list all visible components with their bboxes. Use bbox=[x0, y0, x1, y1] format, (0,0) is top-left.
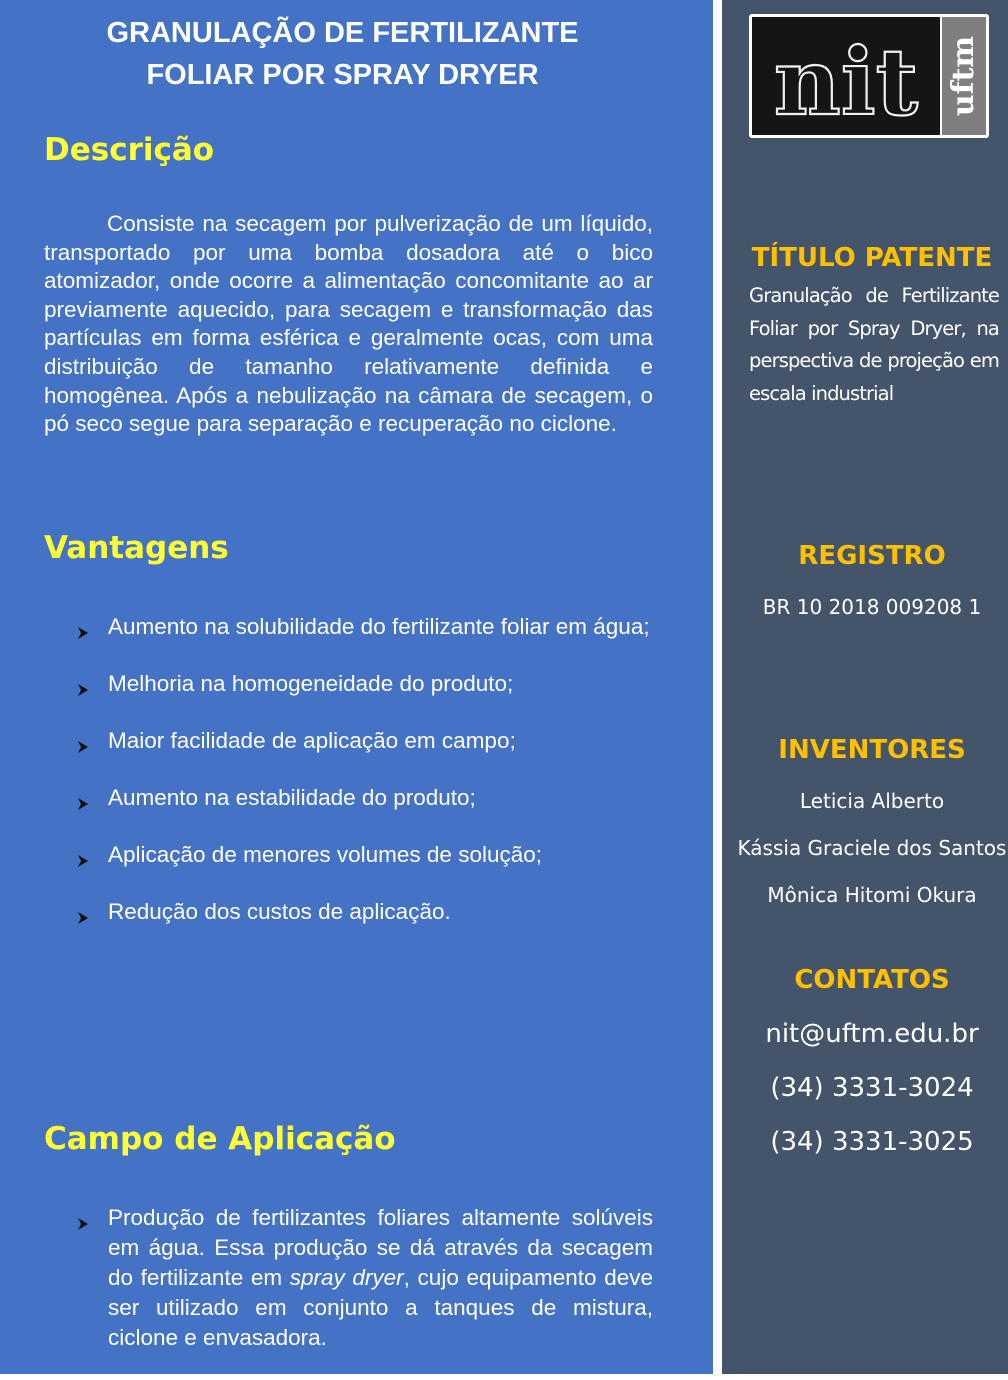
descricao-heading: Descrição bbox=[44, 132, 215, 168]
patente-heading: TÍTULO PATENTE bbox=[751, 243, 993, 273]
patente-text: Granulação de Fertilizante Foliar por Spray Dryer, na perspectiva de projeção em escala industrial bbox=[749, 284, 999, 405]
registro-heading: REGISTRO bbox=[798, 541, 946, 571]
list-item bbox=[76, 669, 653, 699]
logo-side-text: uftm bbox=[946, 35, 981, 117]
contact-phone-2[interactable]: (34) 3331-3025 bbox=[770, 1127, 974, 1157]
list-item-text: Aplicação de menores volumes de solução; bbox=[108, 842, 542, 867]
logo-main-text: nit bbox=[773, 28, 919, 136]
campo-text-italic: spray dryer bbox=[289, 1265, 404, 1290]
contact-phone-1[interactable]: (34) 3331-3024 bbox=[770, 1073, 974, 1103]
page-title-line2: FOLIAR POR SPRAY DRYER bbox=[146, 59, 539, 91]
descricao-body: Consiste na secagem por pulverização de um líquido, transportado por uma bomba dosadora até o bico atomizador, onde ocorre a alimentação concomitante ao ar previamente aquecido, para secagem e transformação das partículas em forma esférica e geralmente ocas, com uma distribuição de tamanho relativamente definida e homogênea. Após a nebulização na câmara de secagem, o pó seco segue para separação e recuperação no ciclone. bbox=[44, 211, 653, 437]
inventor-name: Leticia Alberto bbox=[799, 789, 945, 813]
page-title bbox=[30, 12, 655, 96]
inventores-heading: INVENTORES bbox=[778, 735, 966, 765]
vantagens-list bbox=[76, 612, 653, 954]
page-title-line1: GRANULAÇÃO DE FERTILIZANTE bbox=[106, 17, 579, 49]
list-item-text: Aumento na estabilidade do produto; bbox=[108, 785, 476, 810]
campo-text-part1: Produção de fertilizantes foliares altamente solúveis em água. Essa produção se dá através da secagem do fertilizante em bbox=[108, 1205, 653, 1290]
arrow-bullet-icon bbox=[76, 676, 90, 692]
list-item-text: Maior facilidade de aplicação em campo; bbox=[108, 728, 516, 753]
campo-list bbox=[76, 1203, 653, 1380]
right-panel bbox=[722, 0, 1008, 1374]
campo-heading: Campo de Aplicação bbox=[44, 1121, 396, 1157]
list-item bbox=[76, 783, 653, 813]
arrow-bullet-icon bbox=[76, 619, 90, 635]
contatos-heading: CONTATOS bbox=[794, 965, 950, 995]
list-item bbox=[76, 840, 653, 870]
list-item-text: Melhoria na homogeneidade do produto; bbox=[108, 671, 514, 696]
arrow-bullet-icon bbox=[76, 733, 90, 749]
registro-value: BR 10 2018 009208 1 bbox=[762, 595, 982, 619]
list-item-text: Redução dos custos de aplicação. bbox=[108, 899, 451, 924]
inventor-name: Mônica Hitomi Okura bbox=[767, 883, 977, 907]
descricao-text bbox=[44, 210, 653, 439]
arrow-bullet-icon bbox=[76, 847, 90, 863]
nit-uftm-logo bbox=[749, 14, 989, 138]
contact-email[interactable]: nit@uftm.edu.br bbox=[765, 1019, 979, 1049]
column-divider bbox=[713, 0, 722, 1374]
arrow-bullet-icon bbox=[76, 790, 90, 806]
list-item bbox=[76, 1203, 653, 1353]
list-item bbox=[76, 612, 653, 642]
arrow-bullet-icon bbox=[76, 904, 90, 920]
vantagens-heading: Vantagens bbox=[44, 530, 229, 566]
campo-text-part2: , cujo equipamento deve ser utilizado em conjunto a tanques de mistura, ciclone e envasadora. bbox=[108, 1265, 653, 1350]
inventor-name: Kássia Graciele dos Santos bbox=[737, 836, 1007, 860]
arrow-bullet-icon bbox=[76, 1210, 90, 1226]
list-item-text: Aumento na solubilidade do fertilizante foliar em água; bbox=[108, 614, 650, 639]
list-item bbox=[76, 897, 653, 927]
list-item bbox=[76, 726, 653, 756]
